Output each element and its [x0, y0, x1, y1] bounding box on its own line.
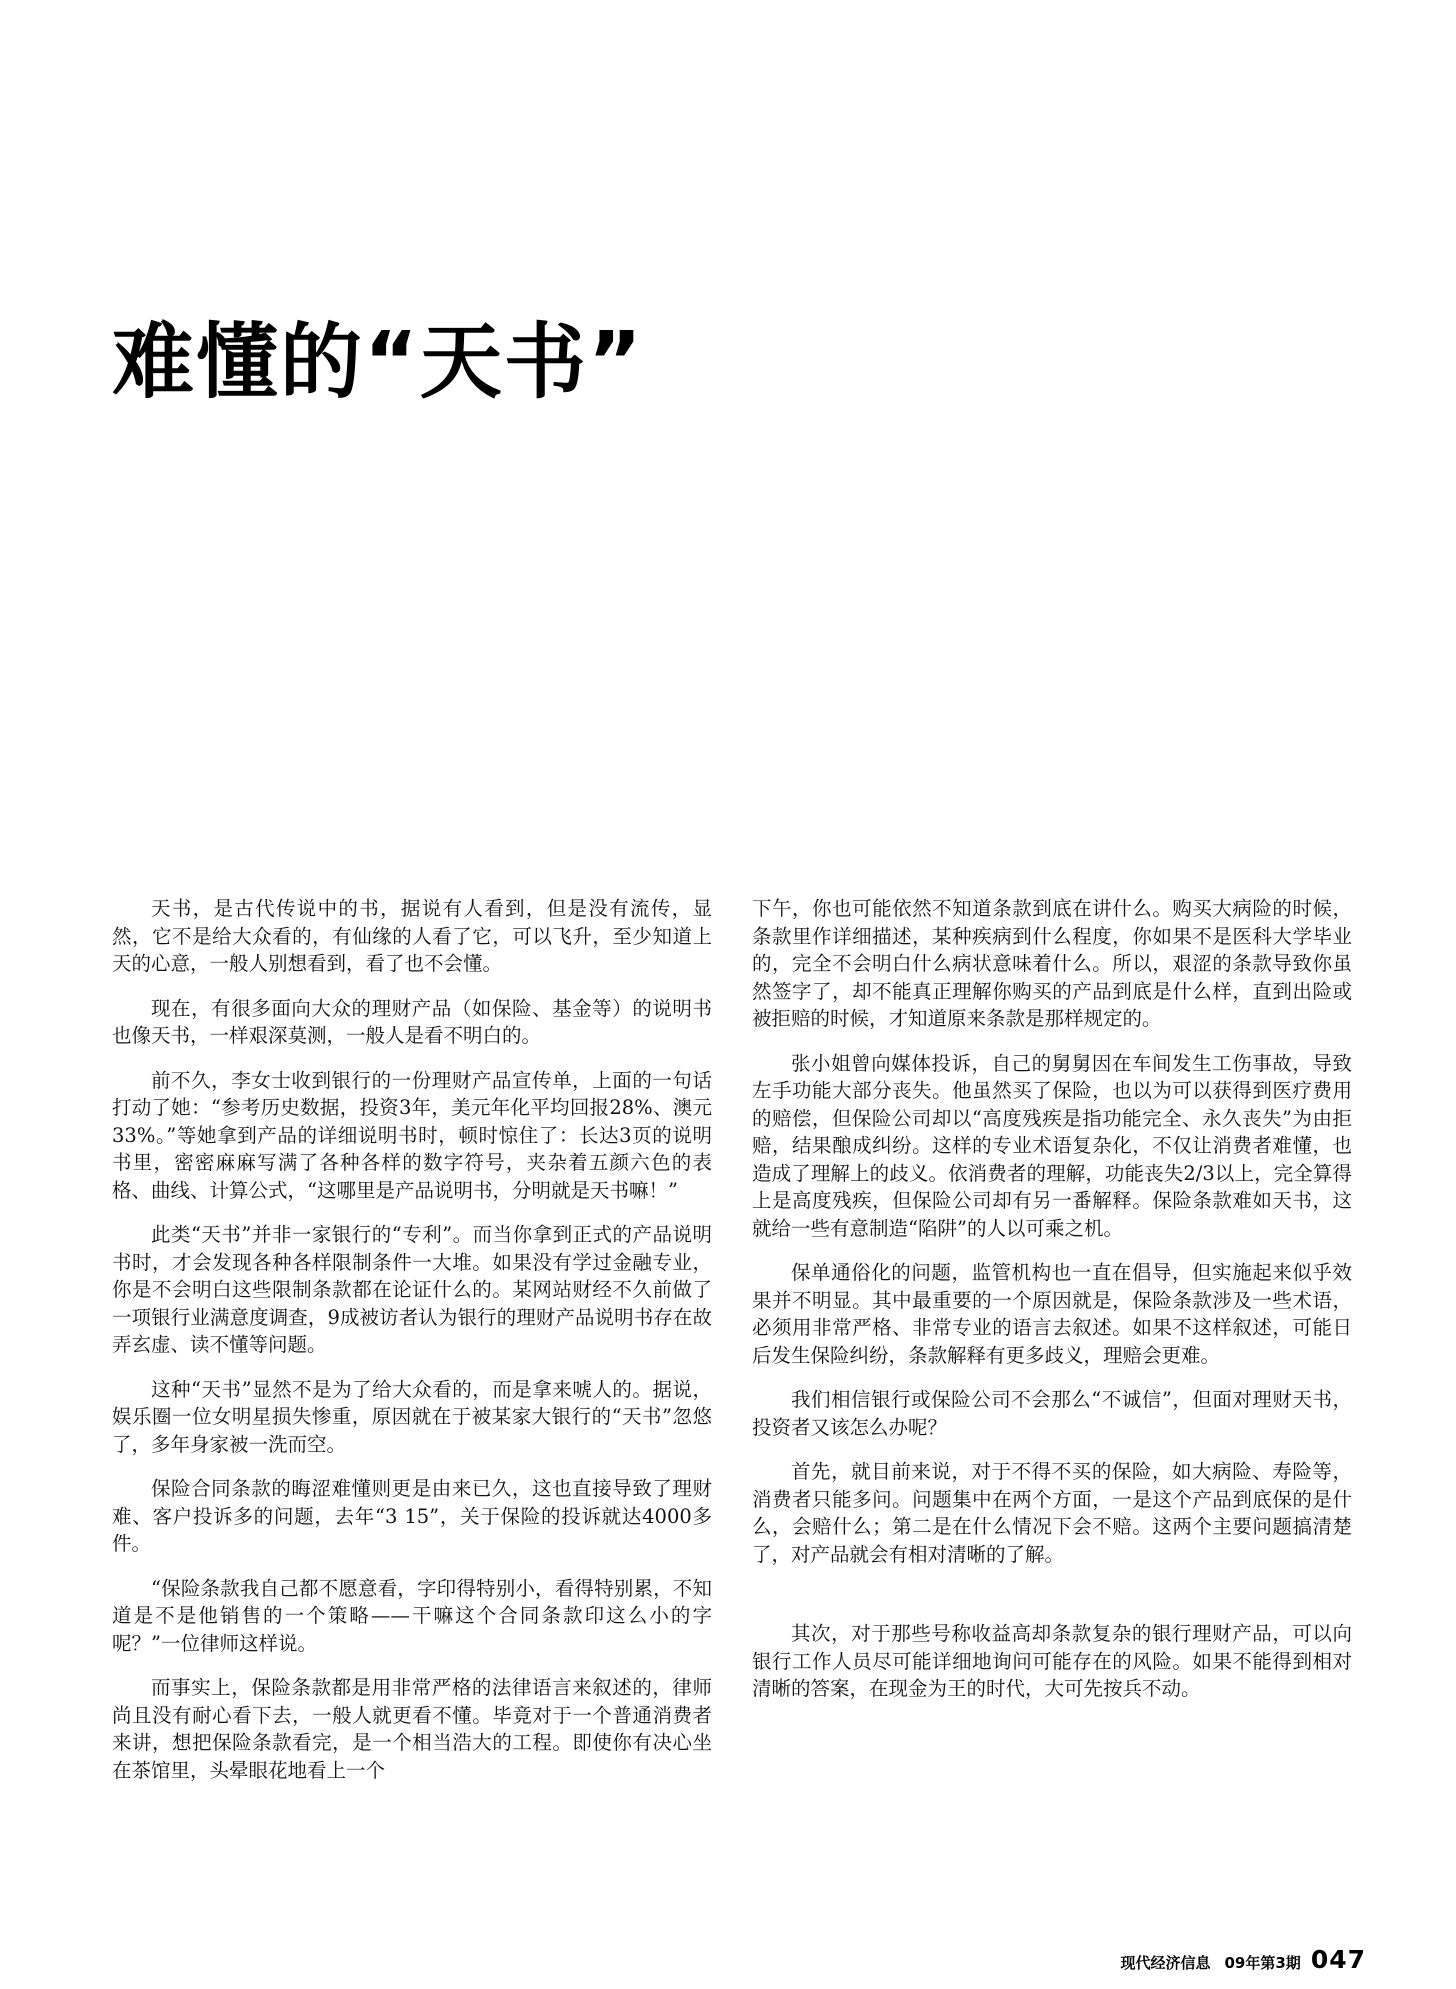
- magazine-name: 现代经济信息: [1120, 1954, 1211, 1972]
- paragraph: 下午，你也可能依然不知道条款到底在讲什么。购买大病险的时候，条款里作详细描述，某种疾病到什么程度，你如果不是医科大学毕业的，完全不会明白什么病状意味着什么。所以，艰涩的条款导致你虽然签字了，却不能真正理解你购买的产品到底是什么样，直到出险或被拒赔的时候，才知道原来条款是那样规定的。: [752, 897, 1352, 1030]
- issue-label: 09年第3期: [1224, 1954, 1301, 1972]
- paragraph: 其次，对于那些号称收益高却条款复杂的银行理财产品，可以向银行工作人员尽可能详细地询问可能存在的风险。如果不能得到相对清晰的答案，在现金为王的时代，大可先按兵不动。: [752, 1622, 1352, 1700]
- paragraph: 而事实上，保险条款都是用非常严格的法律语言来叙述的，律师尚且没有耐心看下去，一般人就更看不懂。毕竟对于一个普通消费者来讲，想把保险条款看完，是一个相当浩大的工程。即使你有决心坐在茶馆里，头晕眼花地看上一个: [112, 1676, 712, 1782]
- paragraph: 我们相信银行或保险公司不会那么“不诚信”，但面对理财天书，投资者又该怎么办呢？: [752, 1388, 1352, 1439]
- paragraph: 此类“天书”并非一家银行的“专利”。而当你拿到正式的产品说明书时，才会发现各种各样限制条件一大堆。如果没有学过金融专业，你是不会明白这些限制条款都在论证什么的。某网站财经不久前做了一项银行业满意度调查，9成被访者认为银行的理财产品说明书存在故弄玄虚、读不懂等问题。: [112, 1223, 712, 1356]
- paragraph: 首先，就目前来说，对于不得不买的保险，如大病险、寿险等，消费者只能多问。问题集中在两个方面，一是这个产品到底保的是什么，会赔什么；第二是在什么情况下会不赔。这两个主要问题搞清楚了，对产品就会有相对清晰的了解。: [752, 1460, 1352, 1566]
- right-column: [752, 895, 1352, 1720]
- paragraph: 保单通俗化的问题，监管机构也一直在倡导，但实施起来似乎效果并不明显。其中最重要的一个原因就是，保险条款涉及一些术语，必须用非常严格、非常专业的语言去叙述。如果不这样叙述，可能日后发生保险纠纷，条款解释有更多歧义，理赔会更难。: [752, 1261, 1352, 1367]
- paragraph: 这种“天书”显然不是为了给大众看的，而是拿来唬人的。据说，娱乐圈一位女明星损失惨重，原因就在于被某家大银行的“天书”忽悠了，多年身家被一洗而空。: [112, 1377, 712, 1456]
- left-column: [112, 895, 712, 1801]
- paragraph: 现在，有很多面向大众的理财产品（如保险、基金等）的说明书也像天书，一样艰深莫测，一般人是看不明白的。: [112, 996, 712, 1047]
- page-footer: [1120, 1945, 1366, 1974]
- page-number: 047: [1310, 1945, 1366, 1974]
- paragraph: 张小姐曾向媒体投诉，自己的舅舅因在车间发生工伤事故，导致左手功能大部分丧失。他虽然买了保险，也以为可以获得到医疗费用的赔偿，但保险公司却以“高度残疾是指功能完全、永久丧失”为由拒赔，结果酿成纠纷。这样的专业术语复杂化，不仅让消费者难懂，也造成了理解上的歧义。依消费者的理解，功能丧失2/3以上，完全算得上是高度残疾，但保险公司却有另一番解释。保险条款难如天书，这就给一些有意制造“陷阱”的人以可乘之机。: [752, 1051, 1352, 1240]
- paragraph: 前不久，李女士收到银行的一份理财产品宣传单，上面的一句话打动了她：“参考历史数据，投资3年，美元年化平均回报28%、澳元33%。”等她拿到产品的详细说明书时，顿时惊住了：长达3页的说明书里，密密麻麻写满了各种各样的数字符号，夹杂着五颜六色的表格、曲线、计算公式，“这哪里是产品说明书，分明就是天书嘛！”: [112, 1068, 712, 1202]
- paragraph: 天书，是古代传说中的书，据说有人看到，但是没有流传，显然，它不是给大众看的，有仙缘的人看了它，可以飞升，至少知道上天的心意，一般人别想看到，看了也不会懂。: [112, 897, 712, 975]
- paragraph: “保险条款我自己都不愿意看，字印得特别小，看得特别累，不知道是不是他销售的一个策略——干嘛这个合同条款印这么小的字呢？”一位律师这样说。: [112, 1576, 712, 1655]
- paragraph: 保险合同条款的晦涩难懂则更是由来已久，这也直接导致了理财难、客户投诉多的问题，去年“3 15”，关于保险的投诉就达4000多件。: [112, 1477, 712, 1555]
- article-title: 难懂的“天书”: [112, 315, 644, 410]
